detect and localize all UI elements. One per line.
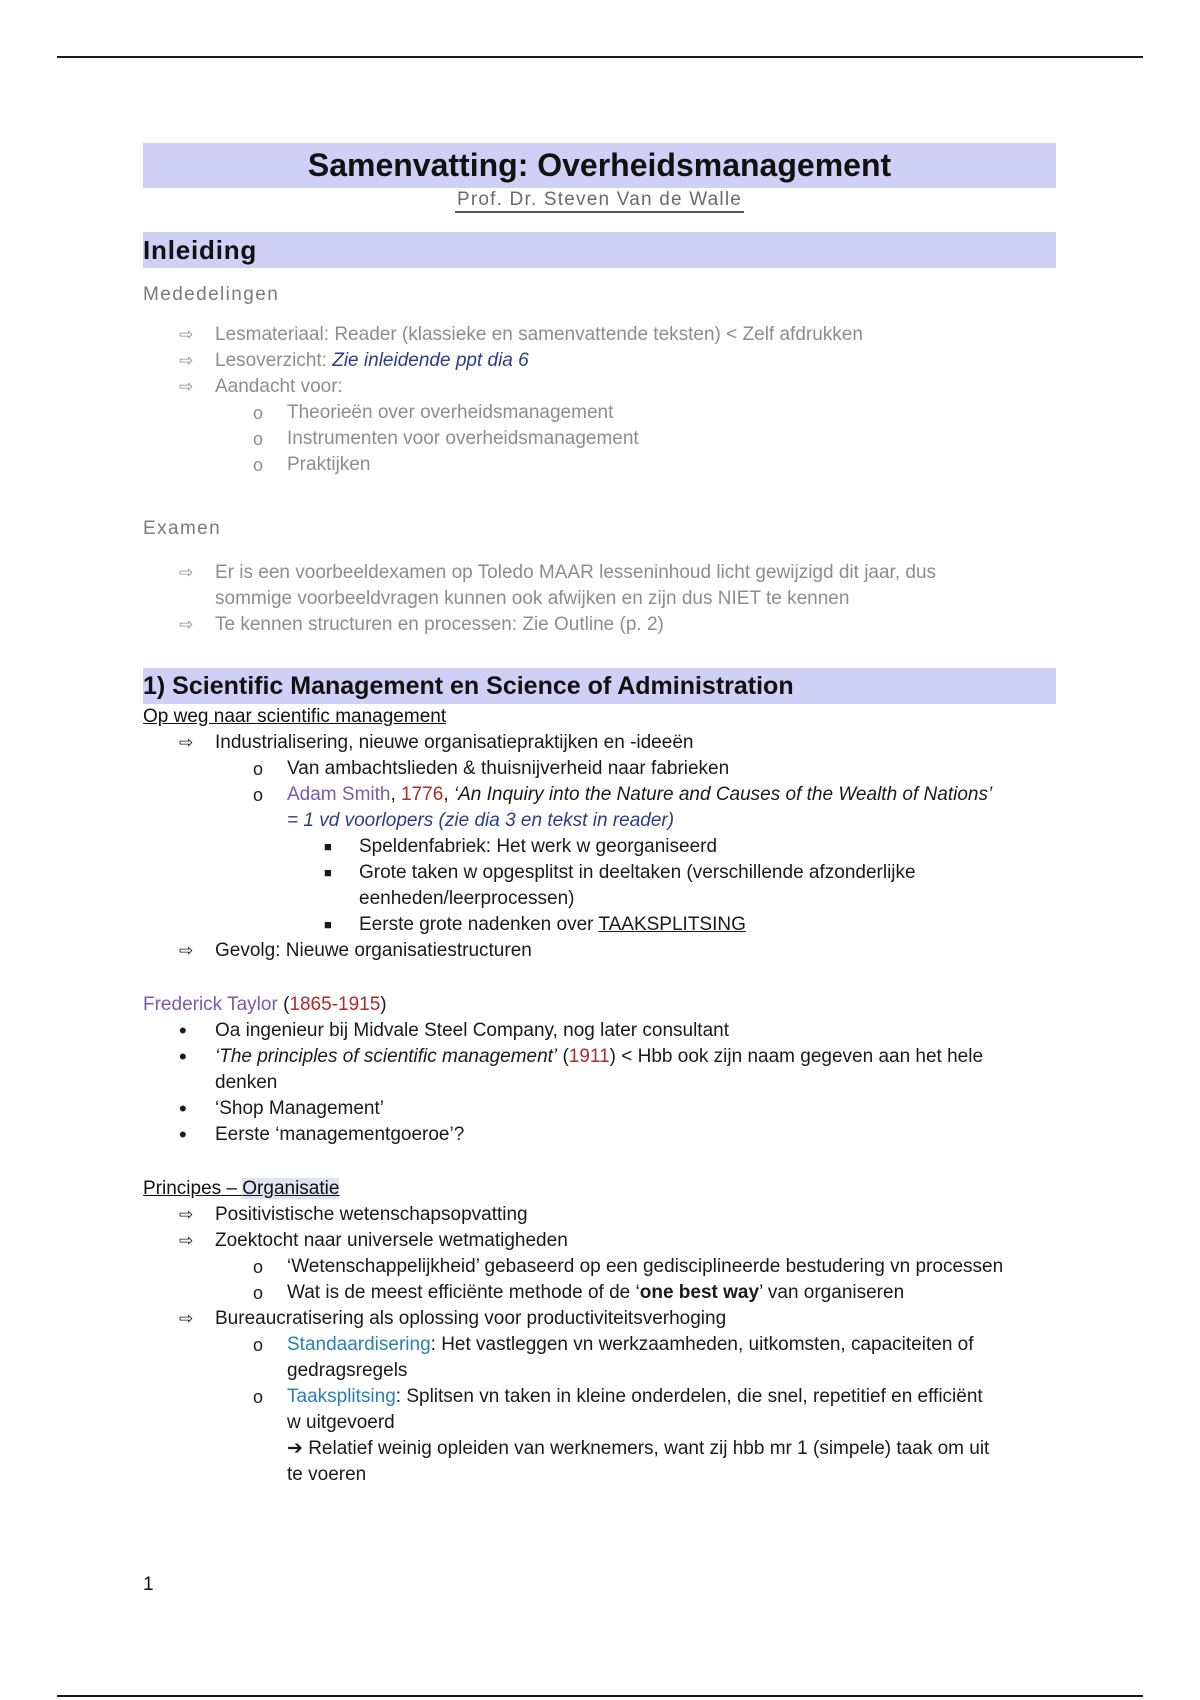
arrow-bullet-icon: ⇨ [179,377,194,396]
arrow-bullet-icon: ⇨ [179,1205,194,1224]
list-subitem: o ‘Wetenschappelijkheid’ gebaseerd op een gedisciplineerde bestudering vn processen [143,1254,1056,1280]
list-subitem: o Instrumenten voor overheidsmanagement [143,426,1056,452]
list-subitem: o Theorieën over overheidsmanagement [143,400,1056,426]
circle-bullet-icon: o [253,759,264,779]
list-subitem: o Praktijken [143,452,1056,478]
list-item: ⇨ Lesmateriaal: Reader (klassieke en samenvattende teksten) < Zelf afdrukken [143,322,1056,348]
list-subitem-continuation: gedragsregels [287,1360,408,1381]
circle-bullet-icon: o [253,1257,264,1277]
subheading-principes: Principes – Organisatie [143,1178,340,1199]
section-heading-inleiding: Inleiding [143,232,1056,268]
person-name: Frederick Taylor [143,994,278,1015]
principes-list [143,1202,1056,1488]
list-item-continuation: denken [215,1072,278,1093]
subheading-mededelingen: Mededelingen [143,284,280,305]
arrow-bullet-icon: ⇨ [179,351,194,370]
list-item: ⇨ Gevolg: Nieuwe organisatiestructuren [143,938,1056,964]
subheading-op-weg: Op weg naar scientific management [143,706,447,727]
square-bullet-icon: ■ [324,839,332,854]
arrow-bullet-icon: ⇨ [179,1309,194,1328]
list-item: • ‘The principles of scientific management’ (1911) < Hbb ook zijn naam gegeven aan het hele [179,1044,984,1069]
taylor-heading: Frederick Taylor (1865-1915) [143,994,387,1015]
author-line [143,188,1056,216]
dot-bullet-icon: • [179,1122,187,1147]
person-name: Adam Smith [287,784,391,805]
list-subitem-note: = 1 vd voorlopers (zie dia 3 en tekst in reader) [287,810,675,831]
list-subitem: o Standaardisering: Het vastleggen vn werkzaamheden, uitkomsten, capaciteiten of [143,1332,1056,1358]
list-subsubitem: ■ Grote taken w opgesplitst in deeltaken (verschillende afzonderlijke [143,860,1056,886]
list-item: ⇨ Industrialisering, nieuwe organisatiepraktijken en -ideeën [143,730,1056,756]
arrow-bullet-icon: ⇨ [179,1231,194,1250]
document-title: Samenvatting: Overheidsmanagement [143,143,1056,188]
square-bullet-icon: ■ [324,865,332,880]
author-name: Prof. Dr. Steven Van de Walle [455,188,744,213]
examen-list [143,560,1056,638]
year: 1776 [401,784,444,805]
arrow-bullet-icon: ⇨ [179,941,194,960]
list-item: ⇨ Zoektocht naar universele wetmatigheden [143,1228,1056,1254]
list-subitem: o Wat is de meest efficiënte methode of de ‘one best way’ van organiseren [143,1280,1056,1306]
term: Standaardisering [287,1334,431,1355]
circle-bullet-icon: o [253,785,264,805]
header-rule [57,56,1143,58]
list-item: ⇨ Lesoverzicht: Zie inleidende ppt dia 6 [143,348,1056,374]
arrow-bullet-icon: ⇨ [179,563,194,582]
list-item: ⇨ Bureaucratisering als oplossing voor productiviteitsverhoging [143,1306,1056,1332]
right-arrow-icon: ➔ [287,1438,309,1459]
circle-bullet-icon: o [253,455,264,475]
year: 1911 [568,1046,610,1067]
list-subsubitem-continuation: eenheden/leerprocessen) [359,888,575,909]
arrow-bullet-icon: ⇨ [179,615,194,634]
list-subitem: o Taaksplitsing: Splitsen vn taken in kleine onderdelen, die snel, repetitief en efficiënt [143,1384,1056,1410]
circle-bullet-icon: o [253,403,264,423]
list-subitem: o Adam Smith, 1776, ‘An Inquiry into the Nature and Causes of the Wealth of Nations’ [143,782,1056,808]
circle-bullet-icon: o [253,1387,264,1407]
circle-bullet-icon: o [253,429,264,449]
list-subitem-consequence: ➔ Relatief weinig opleiden van werknemers, want zij hbb mr 1 (simpele) taak om uit [287,1438,990,1459]
ppt-reference-link: Zie inleidende ppt dia 6 [332,350,529,371]
circle-bullet-icon: o [253,1335,264,1355]
square-bullet-icon: ■ [324,917,332,932]
taylor-list [143,1018,1056,1148]
list-subitem: o Van ambachtslieden & thuisnijverheid naar fabrieken [143,756,1056,782]
list-item: • Oa ingenieur bij Midvale Steel Company, nog later consultant [179,1018,729,1043]
book-title: ‘The principles of scientific management’ [215,1046,558,1067]
circle-bullet-icon: o [253,1283,264,1303]
list-item: ⇨ Te kennen structuren en processen: Zie Outline (p. 2) [143,612,1056,638]
book-title: ‘An Inquiry into the Nature and Causes of the Wealth of Nations’ [453,784,993,805]
footer-rule [57,1695,1143,1697]
list-item: • Eerste ‘managementgoeroe’? [179,1122,465,1147]
list-subsubitem: ■ Eerste grote nadenken over TAAKSPLITSING [143,912,1056,938]
years: 1865-1915 [289,994,381,1015]
dot-bullet-icon: • [179,1044,187,1069]
subheading-examen: Examen [143,518,222,539]
list-item: ⇨ Aandacht voor: [143,374,1056,400]
list-item-continuation: sommige voorbeeldvragen kunnen ook afwijken en zijn dus NIET te kennen [215,588,850,609]
list-subitem-continuation: w uitgevoerd [287,1412,395,1433]
list-item: ⇨ Positivistische wetenschapsopvatting [143,1202,1056,1228]
list-subitem-continuation: te voeren [287,1464,367,1485]
list-item: ⇨ Er is een voorbeeldexamen op Toledo MAAR lesseninhoud licht gewijzigd dit jaar, dus [143,560,1056,586]
page-number: 1 [143,1574,154,1595]
dot-bullet-icon: • [179,1018,187,1043]
dot-bullet-icon: • [179,1096,187,1121]
arrow-bullet-icon: ⇨ [179,325,194,344]
arrow-bullet-icon: ⇨ [179,733,194,752]
mededelingen-list [143,322,1056,478]
document-page [143,143,1056,1488]
list-subsubitem: ■ Speldenfabriek: Het werk w georganiseerd [143,834,1056,860]
list-item: • ‘Shop Management’ [179,1096,384,1121]
industrialisering-list [143,730,1056,964]
term: Taaksplitsing [287,1386,396,1407]
section-heading-scientific-management: 1) Scientific Management en Science of Administration [143,668,1056,704]
